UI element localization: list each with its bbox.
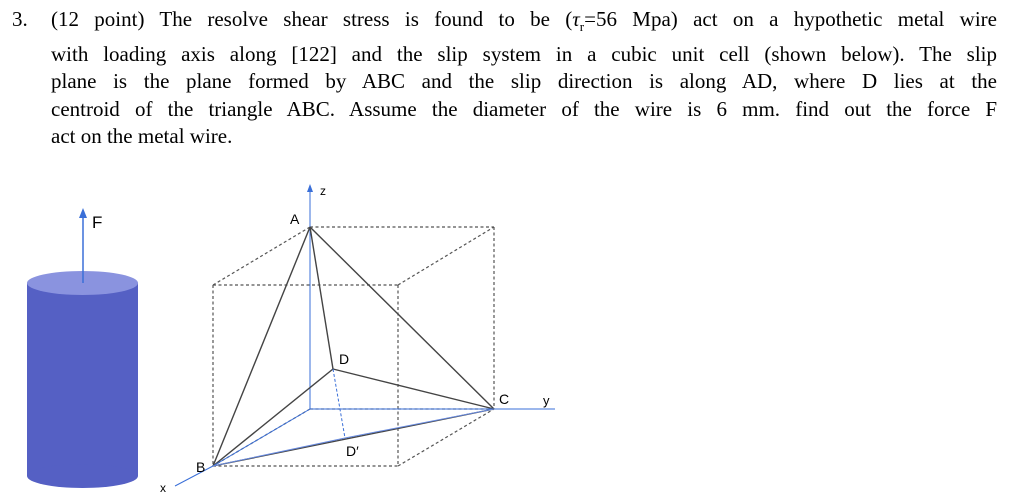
point-a-label: A [290,211,300,227]
question-line-2: with loading axis along [122] and the slip system in a cubic unit cell (shown below). The slip [51,41,997,66]
cylinder-body [27,283,138,476]
point-d-label: D [339,351,350,367]
unit-cube [213,227,494,466]
line-b-dprime [213,438,345,466]
force-label: F [92,213,103,232]
slip-plane [213,227,494,466]
cylinder-bottom [27,464,138,488]
tau-subscript: r [579,19,585,35]
force-arrow-head [79,208,87,218]
question-line-5: act on the metal wire. [51,124,233,149]
point-d-prime-label: D′ [346,443,359,459]
z-axis-arrowhead [307,184,313,192]
question-line-1: (12 point) The resolve shear stress is found to be ($\tau_r=56$ Mpa) act on a hypothetic metal wire [51,7,997,35]
question-number: 3. [12,7,28,31]
line-d-dprime [333,369,345,438]
tau-symbol: τ [572,7,580,31]
edge-ab [213,227,310,466]
wire-cylinder [27,271,138,488]
point-c-label: C [499,391,510,407]
edge-ac [310,227,494,409]
point-b-label: B [196,459,206,475]
x-axis [175,466,213,486]
question-line-3: plane is the plane formed by ABC and the slip direction is along AD, where D lies at the [51,69,997,94]
axes [175,184,555,486]
z-axis-label: z [320,184,326,198]
line-bd [213,369,333,466]
line-dprime-c [345,409,494,438]
line-cd [333,369,494,409]
question-line-4: centroid of the triangle ABC. Assume the diameter of the wire is 6 mm. find out the force F [51,96,997,121]
line-ad [310,227,333,369]
x-axis-label: x [160,481,166,495]
y-axis-label: y [543,393,550,408]
